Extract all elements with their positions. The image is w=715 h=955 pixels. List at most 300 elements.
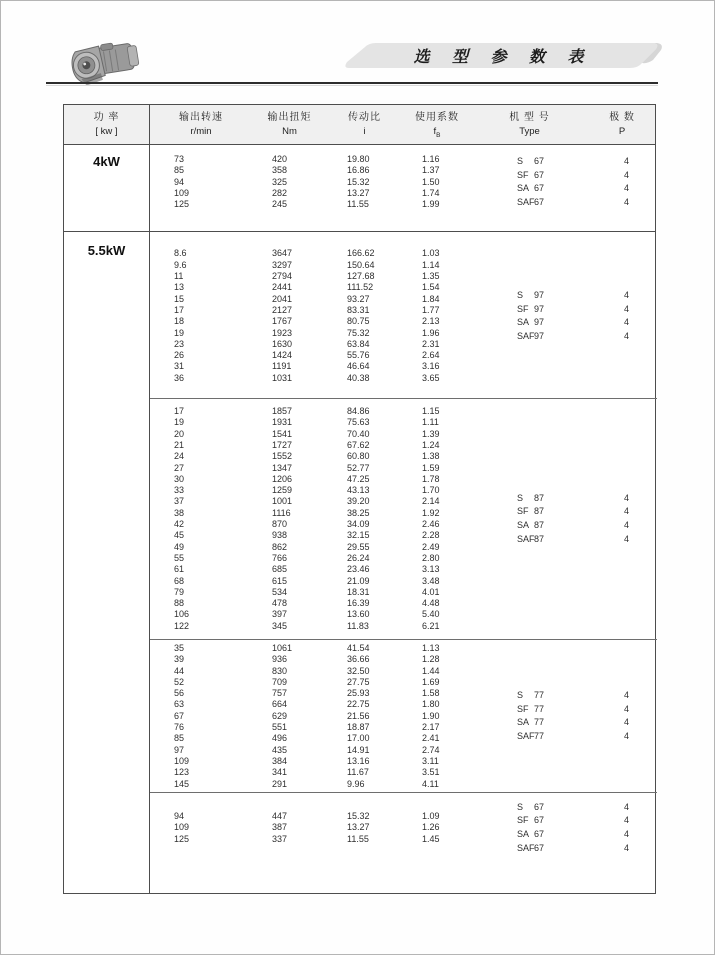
type-prefix: SA xyxy=(517,317,530,328)
ratio-value: 70.40 xyxy=(347,428,370,439)
torque-value: 685 xyxy=(272,564,288,575)
service-factor-value: 2.17 xyxy=(422,722,440,733)
poles-value: 4 xyxy=(624,156,630,167)
torque-value: 1767 xyxy=(272,316,293,327)
service-factor-value: 2.13 xyxy=(422,316,440,327)
service-factor-value: 5.40 xyxy=(422,609,440,620)
column-c-torque xyxy=(252,406,327,632)
type-size: 67 xyxy=(534,801,545,812)
type-value xyxy=(472,303,587,317)
torque-value: 2127 xyxy=(272,304,293,315)
type-prefix: SA xyxy=(517,829,530,840)
type-prefix: S xyxy=(517,690,524,701)
ratio-value: 166.62 xyxy=(347,248,375,259)
torque-value: 1191 xyxy=(272,361,292,372)
service-factor-value: 2.41 xyxy=(422,733,440,744)
column-c-fb xyxy=(402,811,472,845)
service-factor-value: 1.58 xyxy=(422,688,440,699)
column-c-torque xyxy=(252,643,327,790)
type-size: 67 xyxy=(534,196,545,207)
service-factor-value: 1.59 xyxy=(422,462,440,473)
speed-value: 106 xyxy=(174,609,190,620)
torque-value: 478 xyxy=(272,598,288,609)
column-c-fb xyxy=(402,154,472,210)
service-factor-value: 1.35 xyxy=(422,271,440,282)
ratio-value: 150.64 xyxy=(347,259,375,270)
torque-value: 447 xyxy=(272,811,288,822)
speed-value: 18 xyxy=(174,316,185,327)
type-size: 97 xyxy=(534,330,545,341)
col-header-ratio: 传动比 i xyxy=(348,112,381,137)
type-prefix: SA xyxy=(517,520,530,531)
column-c-ratio xyxy=(327,643,402,790)
service-factor-value: 2.46 xyxy=(422,519,440,530)
type-size: 67 xyxy=(534,842,545,853)
type-value xyxy=(472,492,587,506)
torque-value: 709 xyxy=(272,676,288,687)
type-value xyxy=(472,169,587,183)
ratio-value: 13.27 xyxy=(347,187,370,198)
type-prefix: SF xyxy=(517,303,529,314)
torque-value: 435 xyxy=(272,744,288,755)
speed-value: 123 xyxy=(174,767,190,778)
service-factor-value: 2.49 xyxy=(422,541,440,552)
ratio-value: 47.25 xyxy=(347,473,370,484)
type-prefix: SA xyxy=(517,717,530,728)
service-factor-value: 3.16 xyxy=(422,361,440,372)
speed-value: 19 xyxy=(174,417,185,428)
speed-value: 27 xyxy=(174,462,185,473)
torque-value: 384 xyxy=(272,755,288,766)
ratio-value: 111.52 xyxy=(347,282,374,293)
type-size: 87 xyxy=(534,506,545,517)
speed-value: 37 xyxy=(174,496,185,507)
torque-value: 2041 xyxy=(272,293,293,304)
type-prefix: SAF xyxy=(517,842,535,853)
ratio-value: 16.86 xyxy=(347,165,370,176)
torque-value: 1031 xyxy=(272,372,293,383)
ratio-value: 75.63 xyxy=(347,417,370,428)
speed-value: 13 xyxy=(174,282,185,293)
ratio-value: 67.62 xyxy=(347,439,370,450)
torque-value: 757 xyxy=(272,688,288,699)
type-value xyxy=(472,316,587,330)
poles-value: 4 xyxy=(624,801,630,812)
ratio-value: 13.60 xyxy=(347,609,370,620)
poles-value: 4 xyxy=(624,196,630,207)
type-prefix: SF xyxy=(517,703,529,714)
section-data xyxy=(150,145,657,231)
type-size: 97 xyxy=(534,303,545,314)
service-factor-value: 1.11 xyxy=(422,417,439,428)
speed-value: 19 xyxy=(174,327,185,338)
ratio-value: 83.31 xyxy=(347,304,370,315)
speed-value: 11 xyxy=(174,271,184,282)
torque-value: 1259 xyxy=(272,485,293,496)
type-prefix: SAF xyxy=(517,731,535,741)
type-value xyxy=(472,519,587,533)
speed-value: 125 xyxy=(174,833,190,844)
col-header-power: 功 率 [ kw ] xyxy=(64,105,150,144)
service-factor-value: 1.38 xyxy=(422,451,440,462)
service-factor-value: 3.11 xyxy=(422,755,439,766)
torque-value: 2441 xyxy=(272,282,293,293)
ratio-value: 93.27 xyxy=(347,293,370,304)
ratio-value: 18.31 xyxy=(347,586,370,597)
speed-value: 17 xyxy=(174,304,185,315)
service-factor-value: 4.11 xyxy=(422,778,439,789)
torque-value: 830 xyxy=(272,665,288,676)
speed-value: 8.6 xyxy=(174,248,187,259)
poles-value: 4 xyxy=(624,492,630,503)
type-value xyxy=(472,842,587,856)
col-header-torque: 输出扭矩 Nm xyxy=(267,112,312,137)
torque-value: 1116 xyxy=(272,507,291,518)
type-value xyxy=(472,155,587,169)
poles-value: 4 xyxy=(624,290,630,301)
speed-value: 145 xyxy=(174,778,190,789)
service-factor-value: 1.39 xyxy=(422,428,440,439)
poles-value: 4 xyxy=(624,330,630,341)
ratio-value: 38.25 xyxy=(347,507,370,518)
ratio-value: 9.96 xyxy=(347,778,365,789)
ratio-value: 22.75 xyxy=(347,699,370,710)
speed-value: 63 xyxy=(174,699,185,710)
torque-value: 1061 xyxy=(272,642,293,653)
speed-value: 55 xyxy=(174,552,185,563)
service-factor-value: 1.45 xyxy=(422,833,440,844)
type-size: 77 xyxy=(534,703,545,714)
power-section xyxy=(64,231,655,893)
ratio-value: 15.32 xyxy=(347,811,370,822)
speed-value: 122 xyxy=(174,620,190,631)
speed-value: 15 xyxy=(174,293,185,304)
type-value xyxy=(472,716,587,730)
column-c-torque xyxy=(252,248,327,384)
torque-value: 1923 xyxy=(272,327,293,338)
poles-value: 4 xyxy=(624,533,630,544)
ratio-value: 60.80 xyxy=(347,451,370,462)
poles-value: 4 xyxy=(624,731,630,741)
speed-value: 56 xyxy=(174,688,185,699)
ratio-value: 46.64 xyxy=(347,361,370,372)
table-body xyxy=(64,145,655,893)
ratio-value: 39.20 xyxy=(347,496,370,507)
col-header-service-factor: 使用系数 $f_B$ xyxy=(415,112,459,139)
speed-value: 49 xyxy=(174,541,185,552)
type-size: 97 xyxy=(534,290,545,301)
service-factor-value: 6.21 xyxy=(422,620,440,631)
selection-parameter-table xyxy=(63,104,656,894)
column-c-speed xyxy=(150,154,252,210)
poles-value: 4 xyxy=(624,317,630,328)
service-factor-value: 1.28 xyxy=(422,654,440,665)
speed-value: 20 xyxy=(174,428,185,439)
torque-value: 420 xyxy=(272,154,288,164)
torque-value: 325 xyxy=(272,176,288,187)
ratio-value: 27.75 xyxy=(347,676,370,687)
data-block xyxy=(150,145,657,231)
speed-value: 33 xyxy=(174,485,185,496)
ratio-value: 21.09 xyxy=(347,575,370,586)
ratio-value: 34.09 xyxy=(347,519,370,530)
speed-value: 21 xyxy=(174,439,185,450)
service-factor-value: 1.03 xyxy=(422,248,440,259)
ratio-value: 25.93 xyxy=(347,688,370,699)
column-c-fb xyxy=(402,406,472,632)
service-factor-value: 1.15 xyxy=(422,406,440,417)
torque-value: 358 xyxy=(272,165,288,176)
ratio-value: 11.67 xyxy=(347,767,369,778)
service-factor-value: 3.48 xyxy=(422,575,440,586)
service-factor-value: 1.54 xyxy=(422,282,440,293)
col-header-poles: 极 数 P xyxy=(609,112,635,137)
type-prefix: SAF xyxy=(517,196,535,207)
power-section xyxy=(64,145,655,231)
column-poles xyxy=(587,801,657,855)
ratio-value: 29.55 xyxy=(347,541,370,552)
service-factor-value: 1.37 xyxy=(422,165,440,176)
service-factor-value: 1.50 xyxy=(422,176,440,187)
speed-value: 94 xyxy=(174,176,185,187)
type-value xyxy=(472,801,587,815)
torque-value: 1552 xyxy=(272,451,293,462)
service-factor-value: 1.14 xyxy=(422,259,440,270)
column-type xyxy=(472,801,587,855)
service-factor-value: 2.64 xyxy=(422,350,440,361)
column-c-ratio xyxy=(327,406,402,632)
speed-value: 44 xyxy=(174,665,185,676)
poles-value: 4 xyxy=(624,183,630,194)
type-size: 67 xyxy=(534,156,545,167)
service-factor-value: 1.96 xyxy=(422,327,440,338)
ratio-value: 11.55 xyxy=(347,833,369,844)
column-poles xyxy=(587,492,657,546)
type-prefix: SAF xyxy=(517,533,535,544)
ratio-value: 43.13 xyxy=(347,485,370,496)
ratio-value: 14.91 xyxy=(347,744,370,755)
type-value xyxy=(472,689,587,703)
service-factor-value: 1.92 xyxy=(422,507,440,518)
ratio-value: 75.32 xyxy=(347,327,370,338)
torque-value: 397 xyxy=(272,609,288,620)
service-factor-value: 2.80 xyxy=(422,552,440,563)
torque-value: 1931 xyxy=(272,417,293,428)
col-header-speed: 输出转速 r/min xyxy=(179,112,223,137)
speed-value: 30 xyxy=(174,473,185,484)
torque-value: 1727 xyxy=(272,439,293,450)
service-factor-value: 3.13 xyxy=(422,564,440,575)
type-value xyxy=(472,703,587,717)
type-prefix: SA xyxy=(517,183,530,194)
column-type xyxy=(472,689,587,743)
torque-value: 1206 xyxy=(272,473,293,484)
ratio-value: 55.76 xyxy=(347,350,370,361)
speed-value: 79 xyxy=(174,586,185,597)
torque-value: 337 xyxy=(272,833,288,844)
service-factor-value: 1.78 xyxy=(422,473,440,484)
torque-value: 245 xyxy=(272,199,288,210)
speed-value: 39 xyxy=(174,654,185,665)
ratio-value: 80.75 xyxy=(347,316,370,327)
poles-value: 4 xyxy=(624,842,630,853)
service-factor-value: 3.51 xyxy=(422,767,440,778)
type-prefix: S xyxy=(517,290,524,301)
page-title: 选 型 参 数 表 xyxy=(413,49,593,66)
type-prefix: SF xyxy=(517,169,529,180)
ratio-value: 11.83 xyxy=(347,620,369,631)
torque-value: 496 xyxy=(272,733,288,744)
type-size: 87 xyxy=(534,520,545,531)
torque-value: 282 xyxy=(272,187,288,198)
service-factor-value: 1.70 xyxy=(422,485,440,496)
type-size: 87 xyxy=(534,533,545,544)
type-size: 77 xyxy=(534,731,545,741)
ratio-value: 17.00 xyxy=(347,733,370,744)
ratio-value: 13.16 xyxy=(347,755,370,766)
ratio-value: 63.84 xyxy=(347,338,370,349)
torque-value: 870 xyxy=(272,519,288,530)
speed-value: 97 xyxy=(174,744,185,755)
torque-value: 345 xyxy=(272,620,288,631)
ratio-value: 19.80 xyxy=(347,154,370,164)
poles-value: 4 xyxy=(624,169,630,180)
torque-value: 664 xyxy=(272,699,288,710)
poles-value: 4 xyxy=(624,506,630,517)
speed-value: 52 xyxy=(174,676,185,687)
column-poles xyxy=(587,289,657,343)
service-factor-value: 1.44 xyxy=(422,665,440,676)
type-prefix: S xyxy=(517,801,524,812)
speed-value: 45 xyxy=(174,530,185,541)
service-factor-value: 2.28 xyxy=(422,530,440,541)
speed-value: 61 xyxy=(174,564,185,575)
speed-value: 68 xyxy=(174,575,185,586)
title-banner xyxy=(335,40,663,71)
speed-value: 26 xyxy=(174,350,185,361)
speed-value: 24 xyxy=(174,451,185,462)
torque-value: 2794 xyxy=(272,271,293,282)
torque-value: 1630 xyxy=(272,338,293,349)
column-c-torque xyxy=(252,154,327,210)
service-factor-value: 1.13 xyxy=(422,642,440,653)
service-factor-value: 1.99 xyxy=(422,199,440,210)
type-value xyxy=(472,289,587,303)
ratio-value: 23.46 xyxy=(347,564,370,575)
speed-value: 85 xyxy=(174,733,185,744)
service-factor-value: 1.74 xyxy=(422,187,440,198)
data-block xyxy=(150,398,657,639)
column-c-ratio xyxy=(327,154,402,210)
ratio-value: 26.24 xyxy=(347,552,370,563)
column-c-speed xyxy=(150,406,252,632)
section-data xyxy=(150,232,657,893)
ratio-value: 52.77 xyxy=(347,462,370,473)
poles-value: 4 xyxy=(624,829,630,840)
type-size: 87 xyxy=(534,492,545,503)
service-factor-value: 1.77 xyxy=(422,304,440,315)
speed-value: 42 xyxy=(174,519,185,530)
type-value xyxy=(472,828,587,842)
data-block xyxy=(150,792,657,893)
speed-value: 35 xyxy=(174,642,185,653)
speed-value: 109 xyxy=(174,822,190,833)
torque-value: 938 xyxy=(272,530,288,541)
service-factor-value: 1.69 xyxy=(422,676,440,687)
poles-value: 4 xyxy=(624,815,630,826)
service-factor-value: 4.01 xyxy=(422,586,440,597)
table-header-row xyxy=(64,105,655,145)
speed-value: 109 xyxy=(174,187,190,198)
speed-value: 31 xyxy=(174,361,185,372)
service-factor-value: 1.80 xyxy=(422,699,440,710)
speed-value: 76 xyxy=(174,722,185,733)
torque-value: 291 xyxy=(272,778,288,789)
column-c-speed xyxy=(150,811,252,845)
torque-value: 1424 xyxy=(272,350,293,361)
poles-value: 4 xyxy=(624,703,630,714)
type-size: 67 xyxy=(534,829,545,840)
torque-value: 1001 xyxy=(272,496,293,507)
torque-value: 936 xyxy=(272,654,288,665)
speed-value: 38 xyxy=(174,507,185,518)
ratio-value: 127.68 xyxy=(347,271,375,282)
ratio-value: 11.55 xyxy=(347,199,369,210)
speed-value: 125 xyxy=(174,199,190,210)
type-size: 67 xyxy=(534,169,545,180)
type-size: 67 xyxy=(534,183,545,194)
service-factor-value: 3.65 xyxy=(422,372,440,383)
service-factor-value: 1.84 xyxy=(422,293,440,304)
type-prefix: S xyxy=(517,492,524,503)
type-prefix: SAF xyxy=(517,330,535,341)
data-block xyxy=(150,232,657,398)
service-factor-value: 1.26 xyxy=(422,822,440,833)
poles-value: 4 xyxy=(624,520,630,531)
ratio-value: 15.32 xyxy=(347,176,370,187)
torque-value: 534 xyxy=(272,586,288,597)
speed-value: 17 xyxy=(174,406,185,417)
torque-value: 862 xyxy=(272,541,288,552)
service-factor-value: 4.48 xyxy=(422,598,440,609)
speed-value: 9.6 xyxy=(174,259,187,270)
column-poles xyxy=(587,689,657,743)
speed-value: 94 xyxy=(174,811,185,822)
ratio-value: 41.54 xyxy=(347,642,370,653)
header-divider-rule xyxy=(46,82,658,84)
ratio-value: 21.56 xyxy=(347,710,370,721)
speed-value: 23 xyxy=(174,338,185,349)
service-factor-value: 1.09 xyxy=(422,811,440,822)
torque-value: 387 xyxy=(272,822,288,833)
type-value xyxy=(472,814,587,828)
column-poles xyxy=(587,155,657,209)
speed-value: 88 xyxy=(174,598,185,609)
service-factor-value: 1.16 xyxy=(422,154,440,164)
column-c-speed xyxy=(150,248,252,384)
ratio-value: 84.86 xyxy=(347,406,370,417)
gearmotor-icon xyxy=(65,35,149,87)
column-c-speed xyxy=(150,643,252,790)
ratio-value: 32.15 xyxy=(347,530,370,541)
type-value xyxy=(472,196,587,210)
column-c-ratio xyxy=(327,811,402,845)
gearmotor-logo-image xyxy=(65,35,149,87)
type-size: 67 xyxy=(534,815,545,826)
column-type xyxy=(472,492,587,546)
col-header-type: 机 型 号 Type xyxy=(509,112,550,137)
service-factor-value: 1.24 xyxy=(422,439,440,450)
